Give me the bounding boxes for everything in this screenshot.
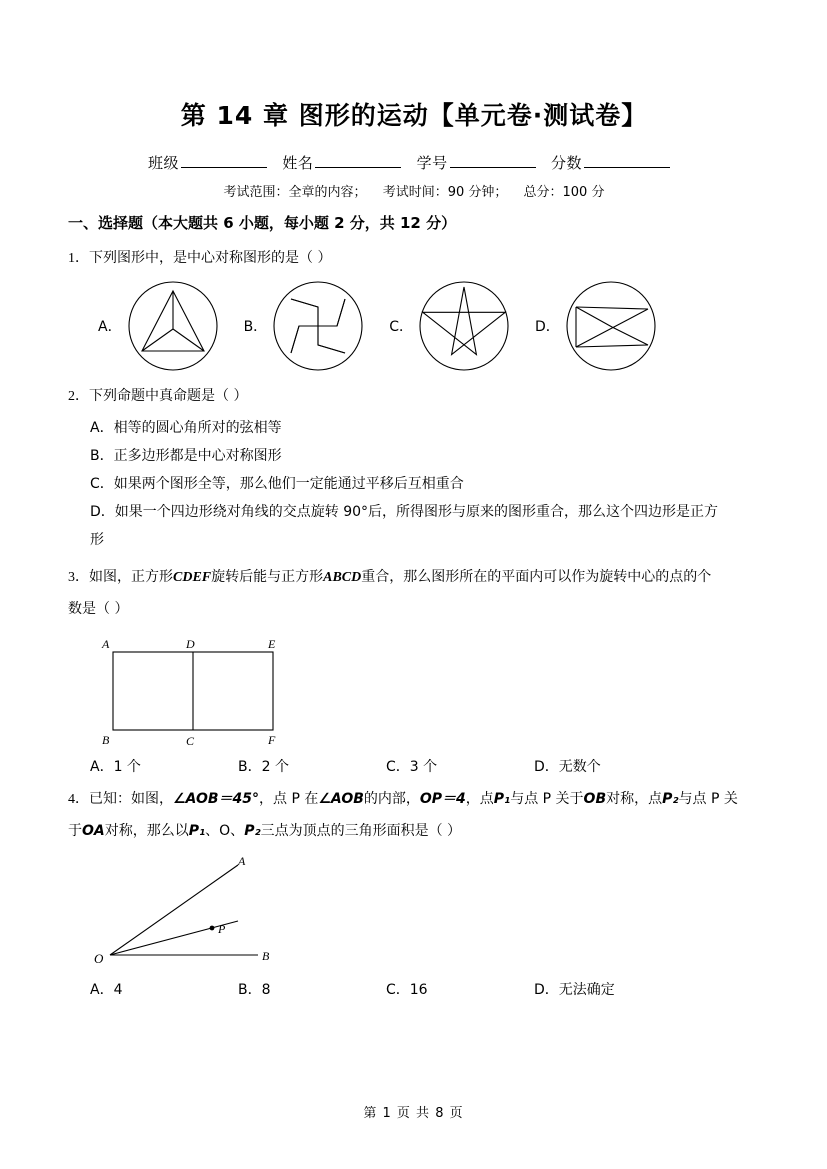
page-content xyxy=(68,96,760,1005)
q4-t3: 的内部， xyxy=(363,791,420,808)
q4-op-len: OP＝4 xyxy=(419,791,466,808)
question-4-option-c[interactable]: C．16 xyxy=(386,981,428,998)
question-3-text-3: 重合，那么图形所在的平面内可以作为旋转中心的点的个 xyxy=(361,569,712,586)
option-c-label: C． xyxy=(389,318,413,335)
option-a-label: A． xyxy=(98,318,122,335)
student-id-blank[interactable] xyxy=(450,167,536,168)
question-3-figure-name-1: CDEF xyxy=(173,570,212,586)
question-2-option-c[interactable]: C．如果两个图形全等，那么他们一定能通过平移后互相重合 xyxy=(90,476,464,493)
question-3-option-b[interactable]: B．2 个 xyxy=(238,759,289,776)
label-A: A xyxy=(238,853,246,868)
q4-t10: 、O、 xyxy=(205,822,245,839)
question-3-options xyxy=(90,756,760,776)
triangle-in-circle-icon xyxy=(126,279,220,373)
label-B: B xyxy=(102,733,110,748)
question-1-stem xyxy=(68,245,760,273)
question-3-stem xyxy=(68,564,760,592)
exam-total: 总分：100 分 xyxy=(523,185,605,200)
label-P: P xyxy=(218,921,226,936)
question-3-text-1: 如图，正方形 xyxy=(89,569,173,586)
pinwheel-in-circle-icon xyxy=(271,279,365,373)
q4-t5: 与点 P 关于 xyxy=(510,791,584,808)
question-4-stem-line2 xyxy=(68,818,760,845)
q4-oa: OA xyxy=(82,822,105,839)
q4-p1: P₁ xyxy=(493,791,511,808)
student-id-label: 学号 xyxy=(416,154,448,172)
q4-p2-b: P₂ xyxy=(244,822,261,839)
question-4-option-b[interactable]: B．8 xyxy=(238,981,271,998)
q4-t1: 已知：如图， xyxy=(89,791,173,808)
question-2-option-d[interactable]: D．如果一个四边形绕对角线的交点旋转 90°后，所得图形与原来的图形重合，那么这个四边形是正方 xyxy=(90,504,719,521)
label-C: C xyxy=(186,734,195,749)
question-2-option-a[interactable]: A．相等的圆心角所对的弦相等 xyxy=(90,420,282,437)
label-B: B xyxy=(262,948,270,963)
question-3-option-d[interactable]: D．无数个 xyxy=(534,759,601,776)
question-1-option-d[interactable] xyxy=(535,279,658,373)
question-3-option-c[interactable]: C．3 个 xyxy=(386,759,438,776)
question-1-option-b[interactable] xyxy=(244,279,366,373)
question-3-figure-name-2: ABCD xyxy=(323,570,362,586)
label-E: E xyxy=(268,637,276,652)
question-2-option-d-cont: 形 xyxy=(90,532,104,549)
q4-p2: P₂ xyxy=(662,791,679,808)
question-4-number: 4． xyxy=(68,792,89,808)
fan-lines-in-circle-icon xyxy=(564,279,658,373)
q4-t2: ，点 P 在 xyxy=(259,791,319,808)
class-blank[interactable] xyxy=(181,167,267,168)
question-2-number: 2． xyxy=(68,388,89,404)
question-3-text-2: 旋转后能与正方形 xyxy=(211,569,324,586)
question-2-stem xyxy=(68,383,760,411)
option-d-label: D． xyxy=(534,318,560,335)
question-4-stem-line1 xyxy=(68,786,760,814)
exam-scope: 考试范围：全章的内容； xyxy=(223,185,367,200)
name-blank[interactable] xyxy=(315,167,401,168)
question-1-figures xyxy=(98,279,760,373)
q4-t11: 三点为顶点的三角形面积是（ ） xyxy=(260,822,462,839)
section-heading-choice: 一、选择题（本大题共 6 小题，每小题 2 分，共 12 分） xyxy=(68,214,457,232)
label-A: A xyxy=(102,637,110,652)
q4-t6: 对称，点 xyxy=(606,791,663,808)
question-3-number: 3． xyxy=(68,570,89,586)
q4-p1-b: P₁ xyxy=(188,822,206,839)
q4-angle-aob-2: ∠AOB xyxy=(318,791,364,808)
fill-in-line xyxy=(68,152,760,173)
question-3-option-a[interactable]: A．1 个 xyxy=(90,759,141,776)
q4-t4: ，点 xyxy=(465,791,494,808)
q4-t8: 于 xyxy=(68,822,82,839)
score-blank[interactable] xyxy=(584,167,670,168)
rectangle-abcdef-diagram xyxy=(88,630,348,750)
question-1-option-a[interactable] xyxy=(98,279,220,373)
question-4-option-d[interactable]: D．无法确定 xyxy=(534,981,615,998)
question-3-figure xyxy=(88,630,760,750)
question-4-figure xyxy=(88,853,760,973)
q4-ob: OB xyxy=(583,791,607,808)
question-4-option-a[interactable]: A．4 xyxy=(90,981,123,998)
class-label: 班级 xyxy=(148,154,180,172)
q4-t7: 与点 P 关 xyxy=(678,791,738,808)
q4-t9: 对称，那么以 xyxy=(104,822,189,839)
question-2-text: 下列命题中真命题是（ ） xyxy=(89,387,248,404)
option-b-label: B． xyxy=(243,318,268,335)
label-F: F xyxy=(268,733,276,748)
page-title: 第 14 章 图形的运动【单元卷·测试卷】 xyxy=(180,101,648,130)
label-O: O xyxy=(94,950,104,966)
exam-duration: 考试时间：90 分钟； xyxy=(382,185,508,200)
page-footer: 第 1 页 共 8 页 xyxy=(363,1106,464,1121)
name-label: 姓名 xyxy=(282,154,314,172)
question-4-options xyxy=(90,979,760,999)
star-in-circle-icon xyxy=(417,279,511,373)
question-1-number: 1． xyxy=(68,251,89,266)
question-2-option-b[interactable]: B．正多边形都是中心对称图形 xyxy=(90,448,282,465)
question-1-text: 下列图形中，是中心对称图形的是（ ） xyxy=(89,250,332,266)
q4-angle-aob: ∠AOB＝45° xyxy=(173,791,260,808)
score-label: 分数 xyxy=(550,154,582,172)
question-1-option-c[interactable] xyxy=(389,279,511,373)
exam-info xyxy=(68,181,760,200)
question-3-stem-line2: 数是（ ） xyxy=(68,600,129,617)
angle-aob-with-point-p-diagram xyxy=(88,853,338,973)
label-D: D xyxy=(186,637,195,652)
